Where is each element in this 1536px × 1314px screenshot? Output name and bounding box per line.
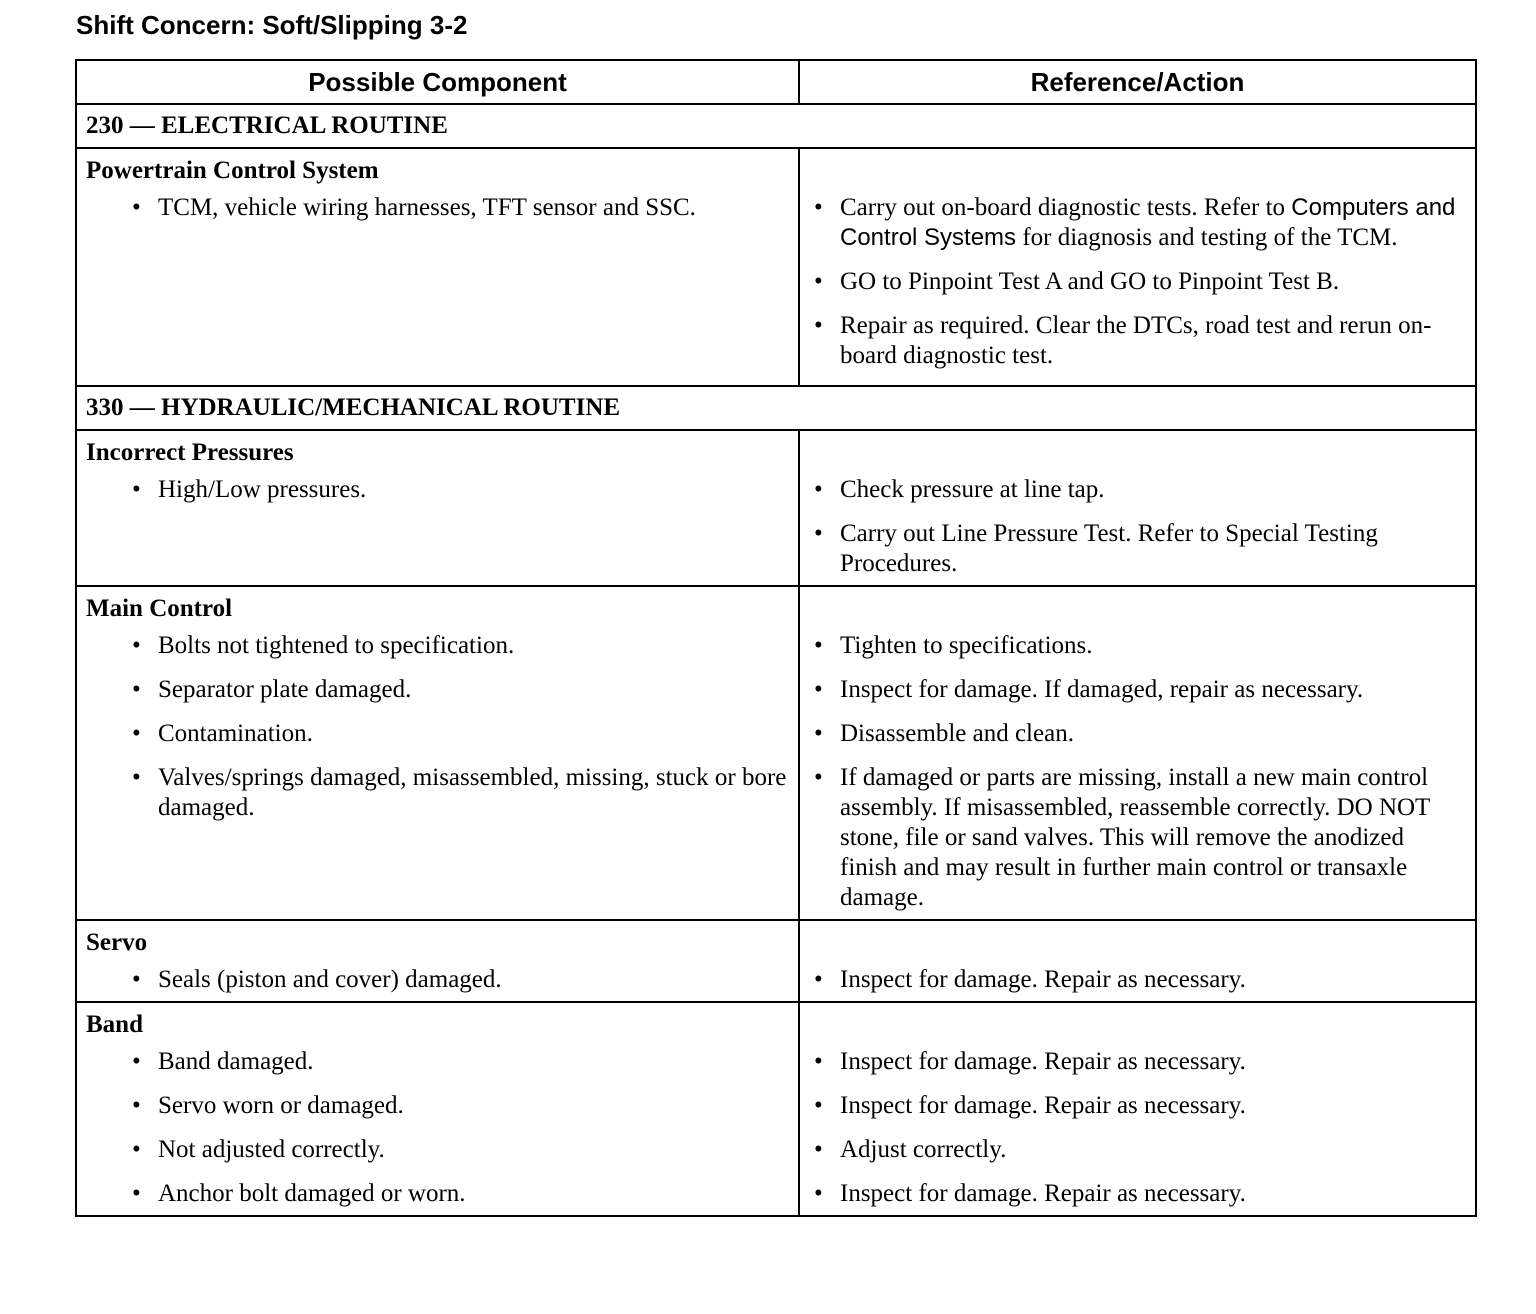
component-text: Servo worn or damaged. — [158, 1092, 404, 1119]
action-item — [800, 1091, 1475, 1121]
bullet-icon: • — [814, 312, 823, 339]
component-cell — [76, 920, 799, 1002]
action-item — [800, 475, 1475, 505]
bullet-icon: • — [814, 632, 823, 659]
bullet-icon: • — [132, 194, 141, 221]
bullet-icon: • — [132, 676, 141, 703]
action-text: Repair as required. Clear the DTCs, road test and rerun on-board diagnostic test. — [840, 312, 1432, 369]
component-cell — [76, 430, 799, 586]
bullet-icon: • — [814, 194, 823, 221]
component-item — [77, 631, 798, 661]
component-text: Separator plate damaged. — [158, 676, 412, 703]
bullet-icon: • — [132, 1180, 141, 1207]
action-item — [800, 193, 1475, 253]
bullet-icon: • — [814, 1092, 823, 1119]
action-item — [800, 965, 1475, 995]
action-item — [800, 1047, 1475, 1077]
action-text: Inspect for damage. Repair as necessary. — [840, 1180, 1246, 1207]
component-text: Anchor bolt damaged or worn. — [158, 1180, 466, 1207]
group-title: Incorrect Pressures — [86, 439, 294, 466]
action-text: GO to Pinpoint Test A and GO to Pinpoint Test B. — [840, 268, 1340, 295]
action-text: Carry out Line Pressure Test. Refer to Special Testing Procedures. — [840, 520, 1378, 577]
action-cell — [799, 1002, 1476, 1216]
bullet-icon: • — [132, 1136, 141, 1163]
routine-230-label: 230 — ELECTRICAL ROUTINE — [76, 104, 1476, 148]
bullet-icon: • — [814, 476, 823, 503]
component-cell — [76, 1002, 799, 1216]
action-text: Inspect for damage. Repair as necessary. — [840, 1092, 1246, 1119]
component-item — [77, 965, 798, 995]
bullet-icon: • — [814, 720, 823, 747]
component-item — [77, 719, 798, 749]
bullet-icon: • — [814, 764, 823, 791]
bullet-icon: • — [132, 1048, 141, 1075]
component-text: High/Low pressures. — [158, 476, 367, 503]
routine-row-230 — [76, 104, 1476, 148]
component-item — [77, 1179, 798, 1209]
action-cell — [799, 920, 1476, 1002]
group-title: Main Control — [86, 595, 233, 622]
component-text: Bolts not tightened to specification. — [158, 632, 515, 659]
action-cell — [799, 148, 1476, 386]
component-text: Band damaged. — [158, 1048, 314, 1075]
group-row-incorrect-pressures — [76, 430, 1476, 586]
action-item — [800, 311, 1475, 371]
bullet-icon: • — [814, 1180, 823, 1207]
action-item — [800, 763, 1475, 913]
group-row-servo — [76, 920, 1476, 1002]
component-item — [77, 1135, 798, 1165]
component-cell — [76, 586, 799, 920]
header-possible-component: Possible Component — [76, 60, 799, 104]
action-text: Disassemble and clean. — [840, 720, 1074, 747]
action-text: Tighten to specifications. — [840, 632, 1093, 659]
action-item — [800, 267, 1475, 297]
bullet-icon: • — [814, 966, 823, 993]
action-item — [800, 519, 1475, 579]
action-text: Check pressure at line tap. — [840, 476, 1105, 503]
action-text: Inspect for damage. Repair as necessary. — [840, 966, 1246, 993]
reference-link: Computers and Control Systems — [840, 194, 1456, 251]
action-text-pre: Carry out on-board diagnostic tests. Refer to — [840, 194, 1292, 221]
action-item — [800, 631, 1475, 661]
component-text: Contamination. — [158, 720, 313, 747]
component-item — [77, 1091, 798, 1121]
group-row-main-control — [76, 586, 1476, 920]
header-reference-action: Reference/Action — [799, 60, 1476, 104]
action-cell — [799, 430, 1476, 586]
bullet-icon: • — [814, 268, 823, 295]
diagnosis-table — [75, 59, 1477, 1217]
bullet-icon: • — [814, 1048, 823, 1075]
component-item — [77, 1047, 798, 1077]
component-text: Not adjusted correctly. — [158, 1136, 385, 1163]
bullet-icon: • — [814, 1136, 823, 1163]
routine-330-label: 330 — HYDRAULIC/MECHANICAL ROUTINE — [76, 386, 1476, 430]
bullet-icon: • — [132, 1092, 141, 1119]
action-cell — [799, 586, 1476, 920]
action-item — [800, 719, 1475, 749]
action-text: If damaged or parts are missing, install a new main control assembly. If misassembled, reassemble correctly. DO NOT stone, file or sand valves. This will remove the anodized finish and may result in further main control or transaxle damage. — [840, 764, 1430, 911]
bullet-icon: • — [132, 476, 141, 503]
bullet-icon: • — [132, 720, 141, 747]
component-item — [77, 763, 798, 823]
component-cell — [76, 148, 799, 386]
component-item — [77, 675, 798, 705]
component-text: Valves/springs damaged, misassembled, missing, stuck or bore damaged. — [158, 764, 787, 821]
action-text: Adjust correctly. — [840, 1136, 1007, 1163]
group-row-band — [76, 1002, 1476, 1216]
group-row-powertrain — [76, 148, 1476, 386]
component-item — [77, 475, 798, 505]
component-item — [77, 193, 798, 223]
bullet-icon: • — [814, 520, 823, 547]
component-text: Seals (piston and cover) damaged. — [158, 966, 502, 993]
page-title: Shift Concern: Soft/Slipping 3-2 — [76, 10, 468, 40]
action-text — [840, 193, 1467, 253]
bullet-icon: • — [814, 676, 823, 703]
group-title: Powertrain Control System — [86, 157, 379, 184]
routine-row-330 — [76, 386, 1476, 430]
bullet-icon: • — [132, 966, 141, 993]
action-text: Inspect for damage. Repair as necessary. — [840, 1048, 1246, 1075]
action-text: Inspect for damage. If damaged, repair as necessary. — [840, 676, 1364, 703]
bullet-icon: • — [132, 632, 141, 659]
action-text-post: for diagnosis and testing of the TCM. — [1016, 224, 1398, 251]
component-text: TCM, vehicle wiring harnesses, TFT sensor and SSC. — [158, 194, 696, 221]
action-item — [800, 675, 1475, 705]
bullet-icon: • — [132, 764, 141, 791]
group-title: Band — [86, 1011, 143, 1038]
group-title: Servo — [86, 929, 148, 956]
action-item — [800, 1135, 1475, 1165]
action-item — [800, 1179, 1475, 1209]
header-row — [76, 60, 1476, 104]
